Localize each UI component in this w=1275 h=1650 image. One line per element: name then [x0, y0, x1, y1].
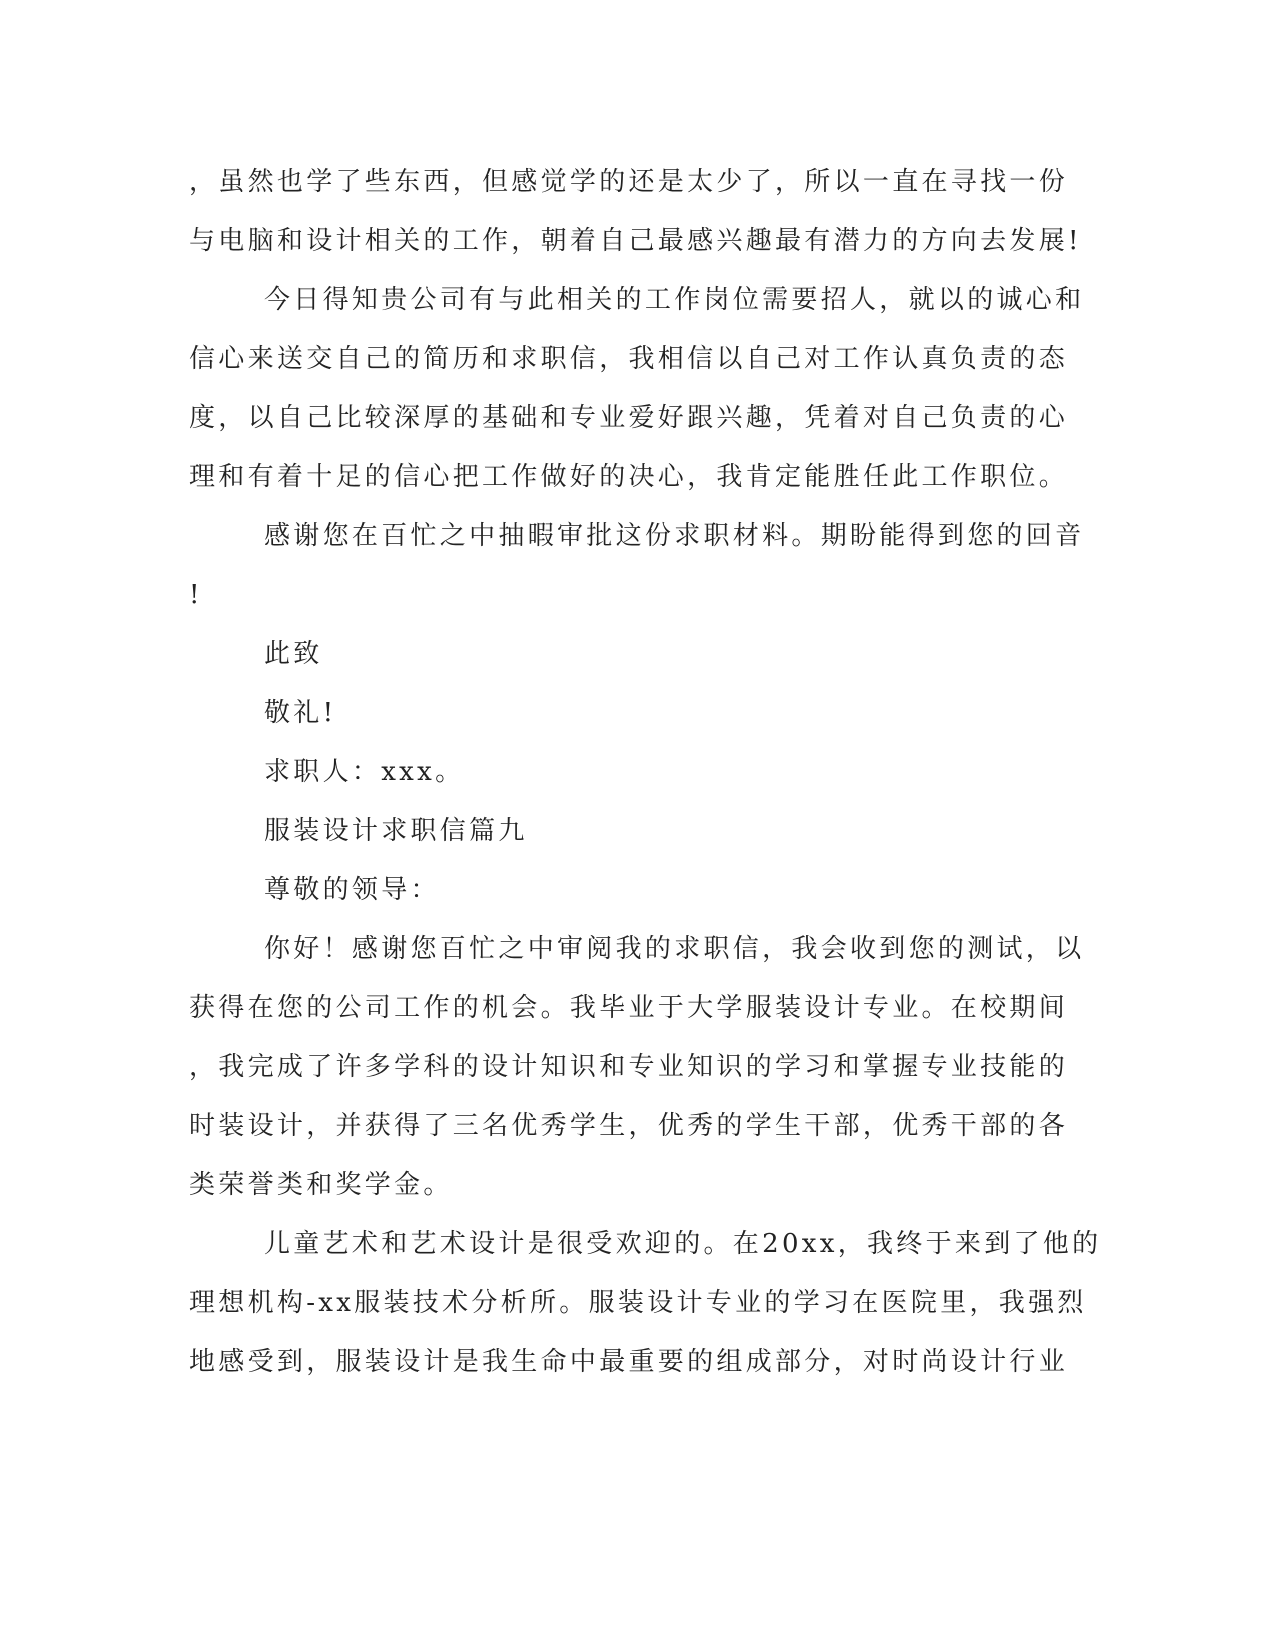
paragraph-start-line: 今日得知贵公司有与此相关的工作岗位需要招人，就以的诚心和 — [264, 285, 1085, 315]
paragraph-start-line: 感谢您在百忙之中抽暇审批这份求职材料。期盼能得到您的回音 — [264, 521, 1085, 551]
section-title: 服装设计求职信篇九 — [264, 816, 528, 846]
closing-line: 此致 — [264, 639, 323, 669]
text-line: 获得在您的公司工作的机会。我毕业于大学服装设计专业。在校期间 — [189, 993, 1069, 1023]
greeting-line: 尊敬的领导： — [264, 875, 440, 905]
text-line: 地感受到，服装设计是我生命中最重要的组成部分，对时尚设计行业 — [189, 1347, 1069, 1377]
signature-line: 求职人：xxx。 — [264, 757, 465, 787]
text-line: 与电脑和设计相关的工作，朝着自己最感兴趣最有潜力的方向去发展! — [189, 226, 1082, 256]
text-line: 类荣誉类和奖学金。 — [189, 1170, 453, 1200]
text-line: ，我完成了许多学科的设计知识和专业知识的学习和掌握专业技能的 — [189, 1052, 1069, 1082]
text-line: 信心来送交自己的简历和求职信，我相信以自己对工作认真负责的态 — [189, 344, 1069, 374]
paragraph-start-line: 你好！感谢您百忙之中审阅我的求职信，我会收到您的测试，以 — [264, 934, 1085, 964]
text-line: 理想机构-xx服装技术分析所。服装设计专业的学习在医院里，我强烈 — [189, 1288, 1087, 1318]
text-line: 理和有着十足的信心把工作做好的决心，我肯定能胜任此工作职位。 — [189, 462, 1069, 492]
text-line: 度，以自己比较深厚的基础和专业爱好跟兴趣，凭着对自己负责的心 — [189, 403, 1069, 433]
text-line: 时装设计，并获得了三名优秀学生，优秀的学生干部，优秀干部的各 — [189, 1111, 1069, 1141]
paragraph-start-line: 儿童艺术和艺术设计是很受欢迎的。在20xx，我终于来到了他的 — [264, 1229, 1102, 1259]
text-line: ，虽然也学了些东西，但感觉学的还是太少了，所以一直在寻找一份 — [189, 167, 1069, 197]
text-line: ! — [189, 580, 203, 610]
salutation-line: 敬礼! — [264, 698, 337, 728]
